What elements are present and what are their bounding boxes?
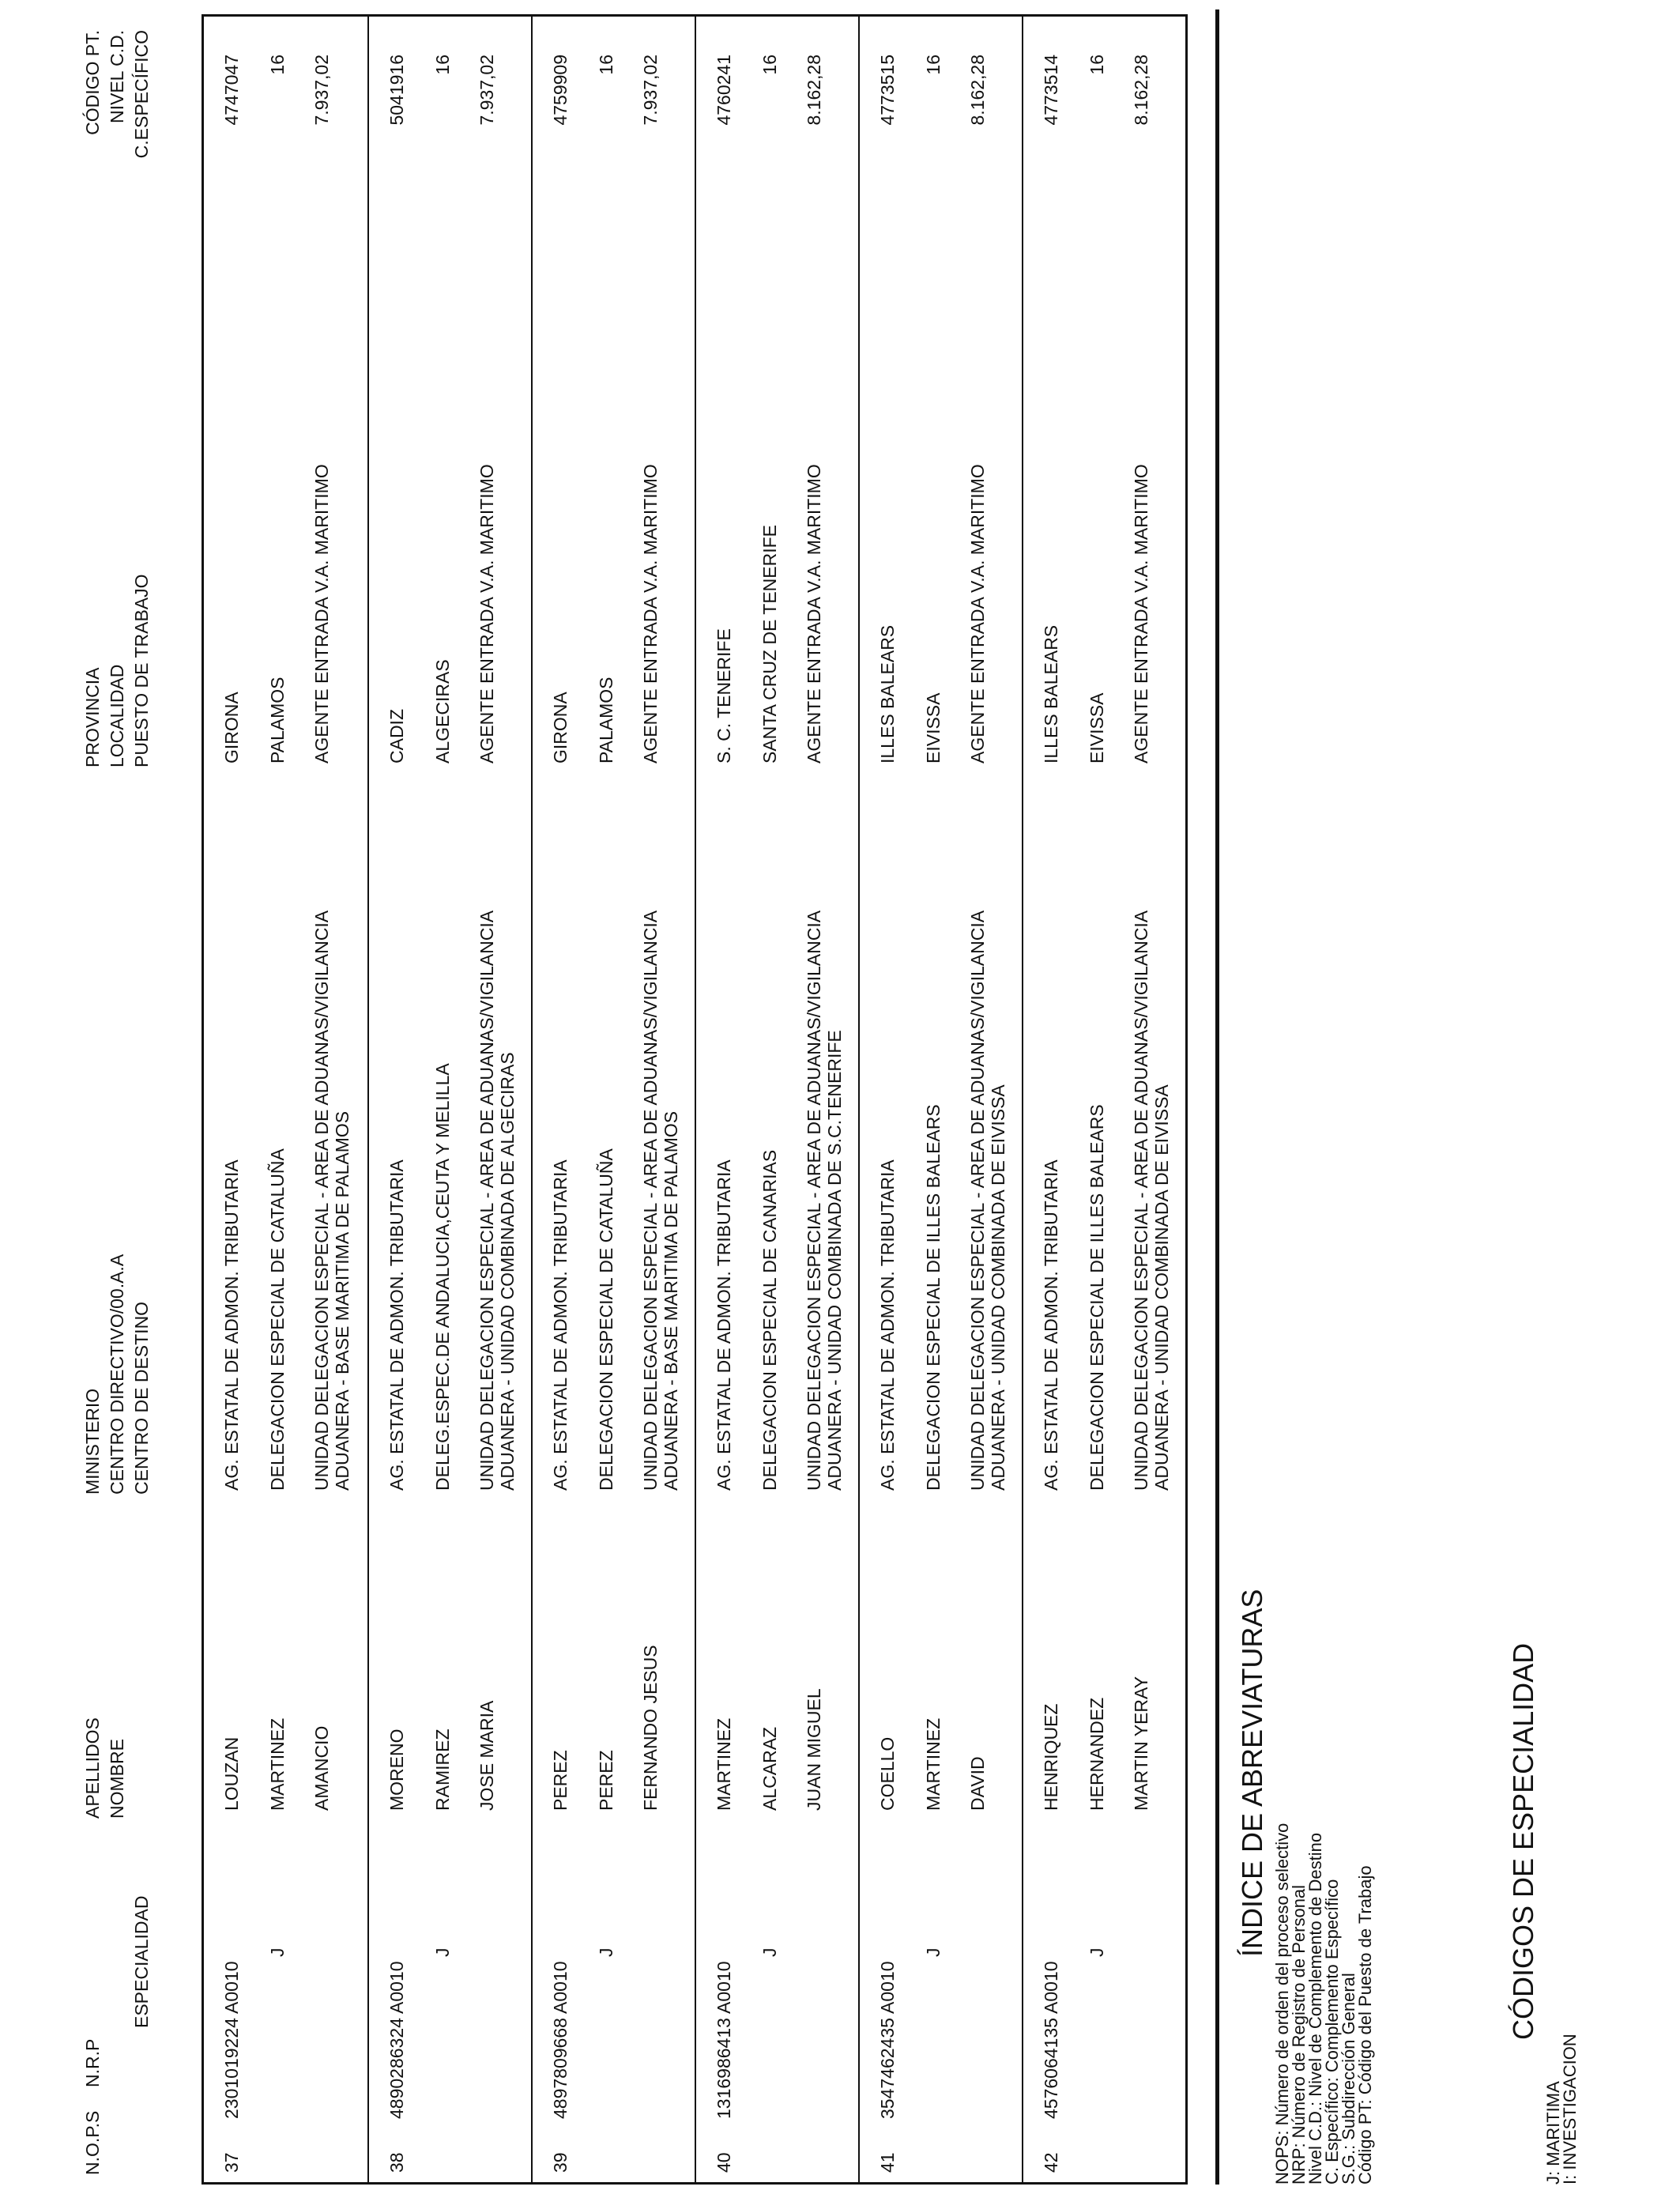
nrp-value: 1316986413 A0010 <box>714 1961 734 2119</box>
centro-directivo-value: DELEGACION ESPECIAL DE ILLES BALEARS <box>1087 1104 1107 1491</box>
ministerio-value: AG. ESTATAL DE ADMON. TRIBUTARIA <box>221 1159 242 1491</box>
provincia-value: ILLES BALEARS <box>877 624 898 763</box>
localidad-value: SANTA CRUZ DE TENERIFE <box>759 524 780 763</box>
apellido1-value: LOUZAN <box>221 1736 242 1811</box>
c-especifico-value: 8.162,28 <box>804 55 824 126</box>
table-row <box>204 17 367 2182</box>
localidad-value: ALGECIRAS <box>432 659 453 763</box>
nombre-value: AMANCIO <box>311 1725 332 1811</box>
nrp-value: 4576064135 A0010 <box>1041 1961 1061 2119</box>
nops-value: 40 <box>714 2152 734 2173</box>
apellido1-value: PEREZ <box>550 1750 571 1811</box>
localidad-value: EIVISSA <box>923 692 944 763</box>
ministerio-value: AG. ESTATAL DE ADMON. TRIBUTARIA <box>386 1159 407 1491</box>
nivel-cd-value: 16 <box>1087 55 1107 75</box>
table-row <box>858 17 1022 2182</box>
apellido2-value: HERNANDEZ <box>1087 1697 1107 1811</box>
ministerio-value: AG. ESTATAL DE ADMON. TRIBUTARIA <box>1041 1159 1061 1491</box>
centro-directivo-value: DELEGACION ESPECIAL DE CANARIAS <box>759 1149 780 1491</box>
provincia-value: S. C. TENERIFE <box>714 628 734 763</box>
centro-destino-line1: UNIDAD DELEGACION ESPECIAL - AREA DE ADUANAS/VIGILANCIA <box>311 910 332 1491</box>
nivel-cd-value: 16 <box>432 55 453 75</box>
codigo-pt-value: 5041916 <box>386 55 407 126</box>
centro-destino-line2: ADUANERA - UNIDAD COMBINADA DE EIVISSA <box>988 1084 1008 1491</box>
centro-destino-line2: ADUANERA - UNIDAD COMBINADA DE S.C.TENERIFE <box>824 1030 845 1491</box>
puesto-value: AGENTE ENTRADA V.A. MARITIMO <box>311 464 332 763</box>
especialidad-item: I: INVESTIGACION <box>1560 2034 1580 2185</box>
centro-directivo-value: DELEGACION ESPECIAL DE ILLES BALEARS <box>923 1104 944 1491</box>
puesto-value: AGENTE ENTRADA V.A. MARITIMO <box>967 464 988 763</box>
header-c-especifico: C.ESPECÍFICO <box>131 30 152 159</box>
nombre-value: MARTIN YERAY <box>1131 1676 1151 1811</box>
centro-destino-line1: UNIDAD DELEGACION ESPECIAL - AREA DE ADUANAS/VIGILANCIA <box>640 910 661 1491</box>
centro-destino-line1: UNIDAD DELEGACION ESPECIAL - AREA DE ADUANAS/VIGILANCIA <box>967 910 988 1491</box>
codigo-pt-value: 4747047 <box>221 55 242 126</box>
especialidad-item: J: MARITIMA <box>1543 2081 1563 2185</box>
apellido1-value: MARTINEZ <box>714 1717 734 1811</box>
abreviatura-item: Nivel C.D.: Nivel de Complemento de Destino <box>1305 1832 1325 2185</box>
nrp-value: 3547462435 A0010 <box>877 1961 898 2119</box>
abreviaturas-title: ÍNDICE DE ABREVIATURAS <box>1236 1589 1268 1957</box>
codigo-pt-value: 4773515 <box>877 55 898 126</box>
centro-destino-line2: ADUANERA - UNIDAD COMBINADA DE ALGECIRAS <box>497 1052 518 1491</box>
centro-directivo-value: DELEGACION ESPECIAL DE CATALUÑA <box>267 1148 288 1491</box>
header-ministerio: MINISTERIO <box>82 1388 103 1495</box>
table-row <box>531 17 695 2182</box>
nops-value: 38 <box>386 2152 407 2173</box>
header-localidad: LOCALIDAD <box>107 664 127 767</box>
header-nops: N.O.P.S <box>82 2110 103 2175</box>
nrp-value: 2301019224 A0010 <box>221 1961 242 2119</box>
centro-destino-line1: UNIDAD DELEGACION ESPECIAL - AREA DE ADUANAS/VIGILANCIA <box>477 910 497 1491</box>
apellido1-value: MORENO <box>386 1728 407 1811</box>
table-row <box>695 17 858 2182</box>
nrp-value: 4890286324 A0010 <box>386 1961 407 2119</box>
nivel-cd-value: 16 <box>759 55 780 75</box>
header-especialidad: ESPECIALIDAD <box>131 1895 152 2028</box>
records-table <box>202 14 1188 2185</box>
abreviatura-item: NRP: Número de Registro de Personal <box>1289 1884 1309 2185</box>
localidad-value: PALAMOS <box>596 677 616 763</box>
header-codigo-pt: CÓDIGO PT. <box>82 30 103 135</box>
header-centro-directivo: CENTRO DIRECTIVO/00.A.A <box>107 1253 127 1495</box>
abreviatura-item: NOPS: Número de orden del proceso selectivo <box>1272 1823 1292 2185</box>
nivel-cd-value: 16 <box>596 55 616 75</box>
c-especifico-value: 7.937,02 <box>477 55 497 126</box>
c-especifico-value: 8.162,28 <box>1131 55 1151 126</box>
apellido2-value: MARTINEZ <box>267 1717 288 1811</box>
apellido2-value: PEREZ <box>596 1750 616 1811</box>
apellido1-value: COELLO <box>877 1736 898 1811</box>
nrp-value: 4897809668 A0010 <box>550 1961 571 2119</box>
abreviatura-item: S.G.: Subdirección General <box>1339 1973 1358 2185</box>
apellido2-value: MARTINEZ <box>923 1717 944 1811</box>
localidad-value: PALAMOS <box>267 677 288 763</box>
especialidad-value: J <box>267 1947 288 1957</box>
header-nombre: NOMBRE <box>107 1739 127 1819</box>
header-centro-destino: CENTRO DE DESTINO <box>131 1301 152 1495</box>
especialidades-title: CÓDIGOS DE ESPECIALIDAD <box>1507 1642 1539 2040</box>
nombre-value: JUAN MIGUEL <box>804 1688 824 1811</box>
nombre-value: DAVID <box>967 1756 988 1811</box>
nivel-cd-value: 16 <box>923 55 944 75</box>
codigo-pt-value: 4773514 <box>1041 55 1061 126</box>
especialidad-value: J <box>759 1947 780 1957</box>
nops-value: 39 <box>550 2152 571 2173</box>
apellido2-value: RAMIREZ <box>432 1728 453 1811</box>
apellido2-value: ALCARAZ <box>759 1726 780 1811</box>
centro-destino-line2: ADUANERA - BASE MARITIMA DE PALAMOS <box>332 1110 352 1491</box>
c-especifico-value: 7.937,02 <box>640 55 661 126</box>
nops-value: 42 <box>1041 2152 1061 2173</box>
provincia-value: GIRONA <box>550 692 571 763</box>
apellido1-value: HENRIQUEZ <box>1041 1703 1061 1811</box>
nivel-cd-value: 16 <box>267 55 288 75</box>
localidad-value: EIVISSA <box>1087 692 1107 763</box>
provincia-value: CADIZ <box>386 709 407 763</box>
centro-destino-line2: ADUANERA - UNIDAD COMBINADA DE EIVISSA <box>1151 1084 1172 1491</box>
puesto-value: AGENTE ENTRADA V.A. MARITIMO <box>1131 464 1151 763</box>
centro-destino-line1: UNIDAD DELEGACION ESPECIAL - AREA DE ADUANAS/VIGILANCIA <box>804 910 824 1491</box>
header-provincia: PROVINCIA <box>82 667 103 767</box>
puesto-value: AGENTE ENTRADA V.A. MARITIMO <box>477 464 497 763</box>
header-puesto: PUESTO DE TRABAJO <box>131 574 152 767</box>
codigo-pt-value: 4760241 <box>714 55 734 126</box>
table-row <box>1022 17 1185 2182</box>
nops-value: 37 <box>221 2152 242 2173</box>
nombre-value: JOSE MARIA <box>477 1700 497 1811</box>
puesto-value: AGENTE ENTRADA V.A. MARITIMO <box>804 464 824 763</box>
abreviatura-item: Código PT: Código del Puesto de Trabajo <box>1355 1865 1375 2185</box>
header-apellidos: APELLIDOS <box>82 1717 103 1819</box>
nombre-value: FERNANDO JESUS <box>640 1645 661 1811</box>
header-nivel-cd: NIVEL C.D. <box>107 30 127 124</box>
centro-directivo-value: DELEG.ESPEC.DE ANDALUCIA,CEUTA Y MELILLA <box>432 1063 453 1491</box>
especialidad-value: J <box>1087 1947 1107 1957</box>
header-nrp: N.R.P <box>82 2038 103 2087</box>
especialidad-value: J <box>432 1947 453 1957</box>
centro-destino-line2: ADUANERA - BASE MARITIMA DE PALAMOS <box>661 1110 681 1491</box>
codigo-pt-value: 4759909 <box>550 55 571 126</box>
especialidad-value: J <box>923 1947 944 1957</box>
abreviatura-item: C. Específico: Complemento Específico <box>1322 1879 1342 2185</box>
table-row <box>367 17 531 2182</box>
c-especifico-value: 8.162,28 <box>967 55 988 126</box>
ministerio-value: AG. ESTATAL DE ADMON. TRIBUTARIA <box>550 1159 571 1491</box>
centro-destino-line1: UNIDAD DELEGACION ESPECIAL - AREA DE ADUANAS/VIGILANCIA <box>1131 910 1151 1491</box>
provincia-value: GIRONA <box>221 692 242 763</box>
c-especifico-value: 7.937,02 <box>311 55 332 126</box>
provincia-value: ILLES BALEARS <box>1041 624 1061 763</box>
especialidad-value: J <box>596 1947 616 1957</box>
ministerio-value: AG. ESTATAL DE ADMON. TRIBUTARIA <box>714 1159 734 1491</box>
ministerio-value: AG. ESTATAL DE ADMON. TRIBUTARIA <box>877 1159 898 1491</box>
nops-value: 41 <box>877 2152 898 2173</box>
centro-directivo-value: DELEGACION ESPECIAL DE CATALUÑA <box>596 1148 616 1491</box>
section-divider <box>1215 9 1219 2185</box>
puesto-value: AGENTE ENTRADA V.A. MARITIMO <box>640 464 661 763</box>
